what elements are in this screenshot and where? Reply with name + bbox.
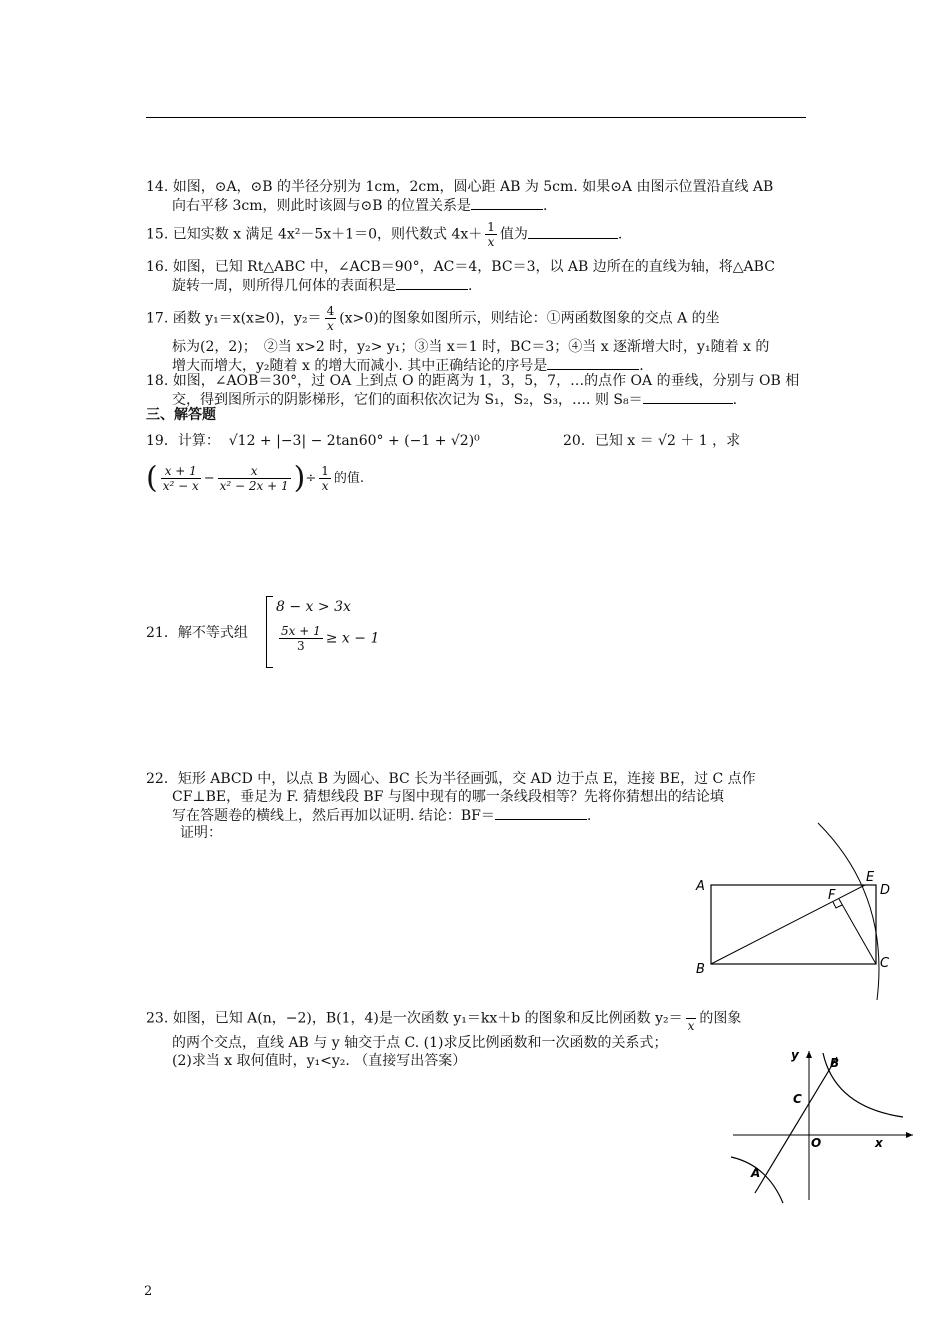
- q19: 19．计算： √12 + |−3| − 2tan60° + (−1 + √2)⁰: [146, 433, 480, 449]
- q17-line3: 增大而增大，y₂随着 x 的增大而减小. 其中正确结论的序号是 .: [172, 358, 644, 374]
- q17-line2: 标为(2，2)； ②当 x>2 时，y₂> y₁；③当 x＝1 时，BC＝3；④当 x 逐渐增大时，y₁随着 x 的: [172, 339, 770, 355]
- label-y: y: [791, 1048, 799, 1062]
- q21-brace: [266, 596, 273, 668]
- q21-label: 21．解不等式组: [146, 625, 248, 641]
- q23-line1: 23. 如图，已知 A(n，−2)，B(1，4)是一次函数 y₁＝kx＋b 的图象和反比例函数 y₂＝ x 的图象: [146, 1004, 741, 1033]
- q22-proof-label: 证明：: [180, 825, 222, 841]
- q16-line2: 旋转一周，则所得几何体的表面积是 .: [172, 278, 473, 294]
- label-a: A: [696, 879, 705, 894]
- q15-answer-blank[interactable]: [528, 225, 618, 239]
- q19-expression: √12 + |−3| − 2tan60° + (−1 + √2)⁰: [228, 433, 480, 449]
- q15: 15. 已知实数 x 满足 4x²－5x＋1＝0，则代数式 4x＋ $\frac{1}{x}$ 值为 .: [146, 220, 623, 249]
- header-rule: [146, 117, 806, 118]
- label-f: F: [828, 888, 836, 903]
- q23-fraction: x: [686, 1004, 697, 1033]
- q23-line3: (2)求当 x 取何值时，y₁<y₂. （直接写出答案）: [172, 1053, 467, 1069]
- q21-ineq2: $\frac{5x + 1}{3}$ ≥ x − 1: [281, 624, 380, 653]
- q22-rectangle-figure: [690, 815, 900, 1000]
- q17-answer-blank[interactable]: [547, 356, 639, 370]
- q17-fraction: $\frac{4}{x}$: [326, 304, 335, 333]
- q18-line2: 交，得到图所示的阴影梯形，它们的面积依次记为 S₁，S₂，S₃，…. 则 S₈＝ .: [172, 392, 738, 408]
- q23-function-graph: [725, 1045, 925, 1205]
- q14-line1: 14. 如图，⊙A，⊙B 的半径分别为 1cm，2cm，圆心距 AB 为 5cm. 如果⊙A 由图示位置沿直线 AB: [146, 179, 774, 195]
- y-axis-arrow-icon: [806, 1051, 812, 1058]
- q21-ineq1: 8 − x > 3x: [276, 599, 351, 615]
- q22-line2: CF⊥BE，垂足为 F. 猜想线段 BF 与图中现有的哪一条线段相等？先将你猜想出的结论填: [172, 789, 724, 805]
- arc: [818, 823, 879, 1000]
- hyperbola-branch-2: [731, 1157, 783, 1203]
- rectangle-abcd: [711, 885, 876, 964]
- label-d: D: [880, 883, 891, 898]
- label-e: E: [866, 870, 875, 885]
- q18-line1: 18. 如图，∠AOB＝30°，过 OA 上到点 O 的距离为 1，3，5，7，…的点作 OA 的垂线，分别与 OB 相: [146, 373, 800, 389]
- q14-answer-blank[interactable]: [471, 196, 543, 210]
- q20-expression: ( $\frac{x + 1}{\text{x² − x}}$ − $\frac{x}{\text{x² − 2x + 1}}$ )÷ $\frac{1}{x}$ 的值.: [146, 460, 365, 496]
- q15-fraction: $\frac{1}{x}$: [487, 220, 495, 249]
- q20-line1: 20．已知 x ＝ √2 ＋ 1 ，求: [563, 433, 741, 449]
- section-title: 三、解答题: [146, 407, 216, 423]
- label-b: B: [830, 1056, 840, 1070]
- page-number: 2: [144, 1284, 153, 1299]
- line-ab: [755, 1056, 840, 1193]
- segment-be: [711, 885, 865, 964]
- x-axis-arrow-icon: [906, 1132, 913, 1138]
- label-c: C: [793, 1092, 802, 1106]
- q22-line3: 写在答题卷的横线上，然后再加以证明. 结论：BF＝ .: [172, 808, 592, 824]
- label-c: C: [880, 956, 890, 971]
- q16-answer-blank[interactable]: [396, 276, 468, 290]
- q16-line1: 16. 如图，已知 Rt△ABC 中，∠ACB＝90°，AC＝4，BC＝3，以 AB 边所在的直线为轴，将△ABC: [146, 259, 775, 275]
- label-a: A: [751, 1166, 761, 1180]
- label-o: O: [811, 1136, 822, 1150]
- q22-answer-blank[interactable]: [495, 806, 587, 820]
- label-b: B: [696, 962, 705, 977]
- q18-answer-blank[interactable]: [643, 390, 733, 404]
- label-x: x: [875, 1136, 883, 1150]
- q14-line2: 向右平移 3cm，则此时该圆与⊙B 的位置关系是 .: [172, 198, 548, 214]
- q22-line1: 22．矩形 ABCD 中，以点 B 为圆心、BC 长为半径画弧，交 AD 边于点 E，连接 BE，过 C 点作: [146, 771, 756, 787]
- q23-line2: 的两个交点，直线 AB 与 y 轴交于点 C. (1)求反比例函数和一次函数的关系式；: [172, 1035, 668, 1051]
- q17-line1: 17. 函数 y₁＝x(x≥0)，y₂＝ $\frac{4}{x}$ (x>0)的图象如图所示，则结论：①两函数图象的交点 A 的坐: [146, 304, 720, 333]
